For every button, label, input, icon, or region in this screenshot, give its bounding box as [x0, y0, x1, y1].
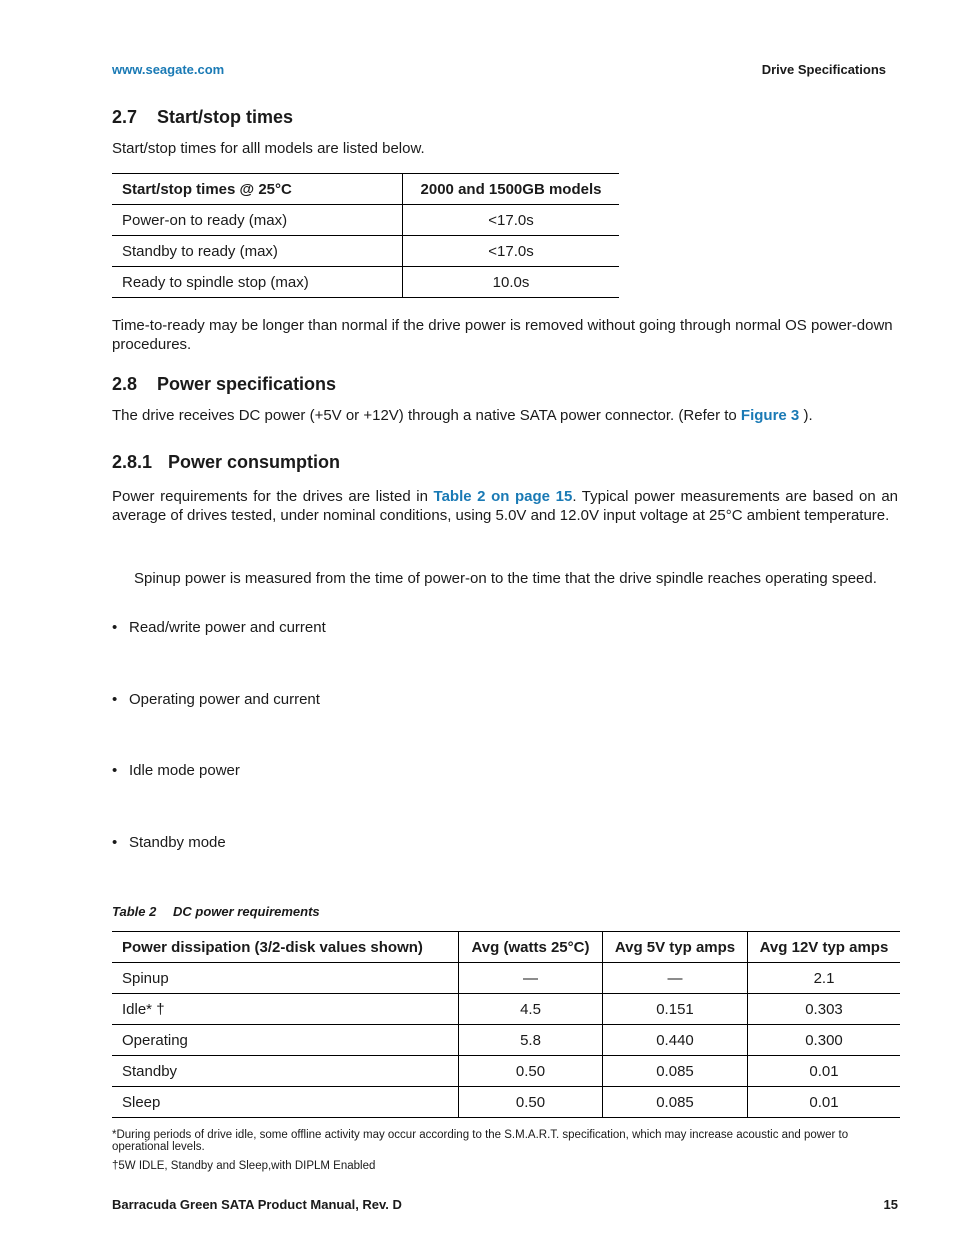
list-item [112, 762, 240, 779]
table-row [112, 1025, 900, 1056]
table-header-cell: 2000 and 1500GB models [420, 180, 602, 198]
footer-manual-title: Barracuda Green SATA Product Manual, Rev. D [112, 1197, 402, 1212]
table-cell: 0.50 [459, 1056, 603, 1087]
bullet-dot: • [112, 762, 118, 779]
table-header-cell: Avg 5V typ amps [603, 932, 748, 963]
table-cell: 5.8 [459, 1025, 603, 1056]
list-item-text: Standby mode [129, 834, 226, 851]
table-header-row [112, 174, 619, 205]
section-title: Start/stop times [157, 107, 294, 127]
table-cell: 10.0s [492, 273, 530, 291]
table-cell: — [459, 963, 603, 994]
section-title: Power consumption [168, 452, 341, 472]
table-2-caption [112, 904, 320, 919]
table-cell: 0.300 [805, 1031, 843, 1049]
footnote-idle: *During periods of drive idle, some offline activity may occur according to the S.M.A.R.T. specification, which may increase acoustic and power to operational levels. [112, 1129, 849, 1153]
table-cell: 0.01 [809, 1093, 839, 1111]
table-cell: Power-on to ready (max) [112, 205, 403, 236]
bullet-dot: • [112, 691, 118, 708]
table-row [112, 1056, 900, 1087]
table-row [112, 994, 900, 1025]
header-website-link[interactable]: www.seagate.com [112, 62, 225, 77]
list-item-text: Read/write power and current [129, 619, 326, 636]
section-number: 2.8 [112, 374, 138, 394]
table-cell: 0.440 [603, 1025, 748, 1056]
list-item [112, 691, 320, 708]
table-header-row [112, 932, 900, 963]
table-header-cell: Power dissipation (3/2-disk values shown) [112, 932, 459, 963]
text-fragment: The drive receives DC power (+5V or +12V) through a native SATA power connector. (Refer to [112, 407, 741, 424]
table-cell: 0.085 [603, 1087, 748, 1118]
table-row [112, 236, 619, 267]
header-section-title: Drive Specifications [761, 62, 886, 77]
text-fragment: ). [799, 407, 813, 424]
list-item-text: Idle mode power [129, 762, 240, 779]
section-2-8-heading [112, 374, 336, 395]
table-cell: 0.303 [805, 1000, 843, 1018]
table-row [112, 963, 900, 994]
table-cell: Standby to ready (max) [112, 236, 403, 267]
spinup-note: Spinup power is measured from the time of power-on to the time that the drive spindle reaches operating speed. [134, 570, 877, 587]
time-to-ready-note: Time-to-ready may be longer than normal if the drive power is removed without going through normal OS power-down procedures. [112, 317, 893, 353]
section-number: 2.7 [112, 107, 138, 127]
table-cell: Standby [112, 1056, 459, 1087]
text-fragment: Power requirements for the drives are listed in [112, 488, 434, 505]
bullet-dot: • [112, 834, 118, 851]
table-header-cell: Avg (watts 25°C) [459, 932, 603, 963]
list-item [112, 834, 226, 851]
page-number: 15 [883, 1197, 898, 1212]
dc-power-table [112, 931, 900, 1118]
bullet-dot: • [112, 619, 118, 636]
list-item [112, 619, 326, 636]
section-number: 2.8.1 [112, 452, 153, 472]
section-2-8-1-heading [112, 452, 340, 473]
table-2-link[interactable]: Table 2 on page 15 [433, 488, 573, 505]
section-title: Power specifications [157, 374, 337, 394]
table-cell: <17.0s [488, 211, 534, 229]
table-header-cell: Start/stop times @ 25°C [112, 174, 403, 205]
power-consumption-paragraph [112, 487, 898, 525]
text-fragment: . Typical power measurements are based on an average of drives tested, under nominal conditions, using 5.0V and 12.0V input voltage at 25°C ambient temperature. [112, 488, 898, 524]
table-cell: 2.1 [813, 969, 835, 987]
list-item-text: Operating power and current [129, 691, 320, 708]
table-cell: 4.5 [459, 994, 603, 1025]
table-cell: Operating [112, 1025, 459, 1056]
figure-3-link[interactable]: Figure 3 [740, 407, 800, 424]
start-stop-intro: Start/stop times for alll models are listed below. [112, 140, 425, 157]
table-cell: 0.085 [603, 1056, 748, 1087]
section-2-7-heading [112, 107, 293, 128]
table-cell: Spinup [112, 963, 459, 994]
table-row [112, 1087, 900, 1118]
table-header-cell: Avg 12V typ amps [759, 938, 889, 956]
caption-title: DC power requirements [173, 904, 320, 919]
caption-number: Table 2 [112, 904, 157, 919]
table-row [112, 267, 619, 298]
power-spec-paragraph [112, 406, 898, 425]
table-cell: 0.50 [459, 1087, 603, 1118]
table-cell: — [603, 963, 748, 994]
table-row [112, 205, 619, 236]
table-cell: Sleep [112, 1087, 459, 1118]
table-cell: 0.01 [809, 1062, 839, 1080]
table-cell: 0.151 [603, 994, 748, 1025]
table-cell: <17.0s [488, 242, 534, 260]
table-cell: Idle* † [112, 994, 459, 1025]
table-cell: Ready to spindle stop (max) [112, 267, 403, 298]
footnote-dipm: †5W IDLE, Standby and Sleep,with DIPLM Enabled [112, 1160, 376, 1172]
start-stop-table [112, 173, 619, 298]
